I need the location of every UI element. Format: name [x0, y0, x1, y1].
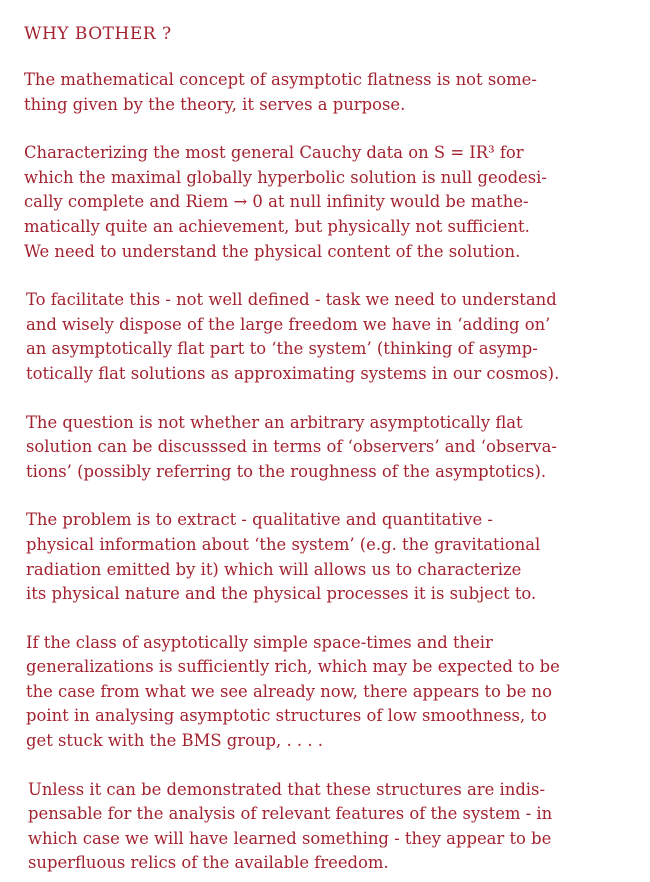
paragraph-purpose: [24, 68, 626, 117]
text-line: which case we will have learned something - they appear to be: [28, 828, 552, 848]
text-line: physical information about ‘the system’ (e.g. the gravitational: [26, 534, 541, 554]
paragraph-freedom: [26, 288, 626, 386]
paragraph-conclusion: [28, 778, 626, 876]
text-line: which the maximal globally hyperbolic solution is null geodesi-: [24, 167, 547, 187]
text-line: thing given by the theory, it serves a purpose.: [24, 94, 406, 114]
text-line: its physical nature and the physical processes it is subject to.: [26, 584, 537, 604]
text-line: Unless it can be demonstrated that these structures are indis-: [28, 779, 546, 799]
text-line: totically flat solutions as approximating systems in our cosmos).: [26, 363, 560, 383]
text-line: superfluous relics of the available freedom.: [28, 853, 389, 873]
text-line: generalizations is sufficiently rich, which may be expected to be: [26, 657, 560, 677]
paragraph-problem: [26, 508, 626, 606]
text-line: tions’ (possibly referring to the roughness of the asymptotics).: [26, 461, 547, 481]
text-line: get stuck with the BMS group, . . . .: [26, 731, 323, 751]
text-line: point in analysing asymptotic structures of low smoothness, to: [26, 706, 547, 726]
text-line: radiation emitted by it) which will allows us to characterize: [26, 559, 522, 579]
text-line: matically quite an achievement, but physically not sufficient.: [24, 216, 530, 236]
text-line: cally complete and Riem → 0 at null infinity would be mathe-: [24, 192, 529, 212]
text-line: If the class of asyptotically simple space-times and their: [26, 632, 493, 652]
text-line: and wisely dispose of the large freedom we have in ‘adding on’: [26, 314, 551, 334]
paragraph-question: [26, 411, 626, 485]
text-line: the case from what we see already now, there appears to be no: [26, 681, 552, 701]
paragraph-simple-spacetimes: [26, 631, 626, 754]
text-line: The problem is to extract - qualitative and quantitative -: [26, 510, 493, 530]
paragraph-cauchy-data: [24, 141, 626, 264]
text-line: Characterizing the most general Cauchy data on S = IR³ for: [24, 143, 524, 163]
text-line: We need to understand the physical content of the solution.: [24, 241, 521, 261]
text-line: an asymptotically flat part to ‘the system’ (thinking of asymp-: [26, 339, 538, 359]
text-line: The mathematical concept of asymptotic flatness is not some-: [24, 70, 537, 89]
text-line: To facilitate this - not well defined - task we need to understand: [26, 290, 557, 310]
slide-heading: WHY BOTHER ?: [24, 24, 172, 44]
text-line: pensable for the analysis of relevant features of the system - in: [28, 804, 553, 824]
text-line: solution can be discusssed in terms of ‘observers’ and ‘observa-: [26, 437, 557, 457]
text-line: The question is not whether an arbitrary asymptotically flat: [26, 412, 523, 432]
